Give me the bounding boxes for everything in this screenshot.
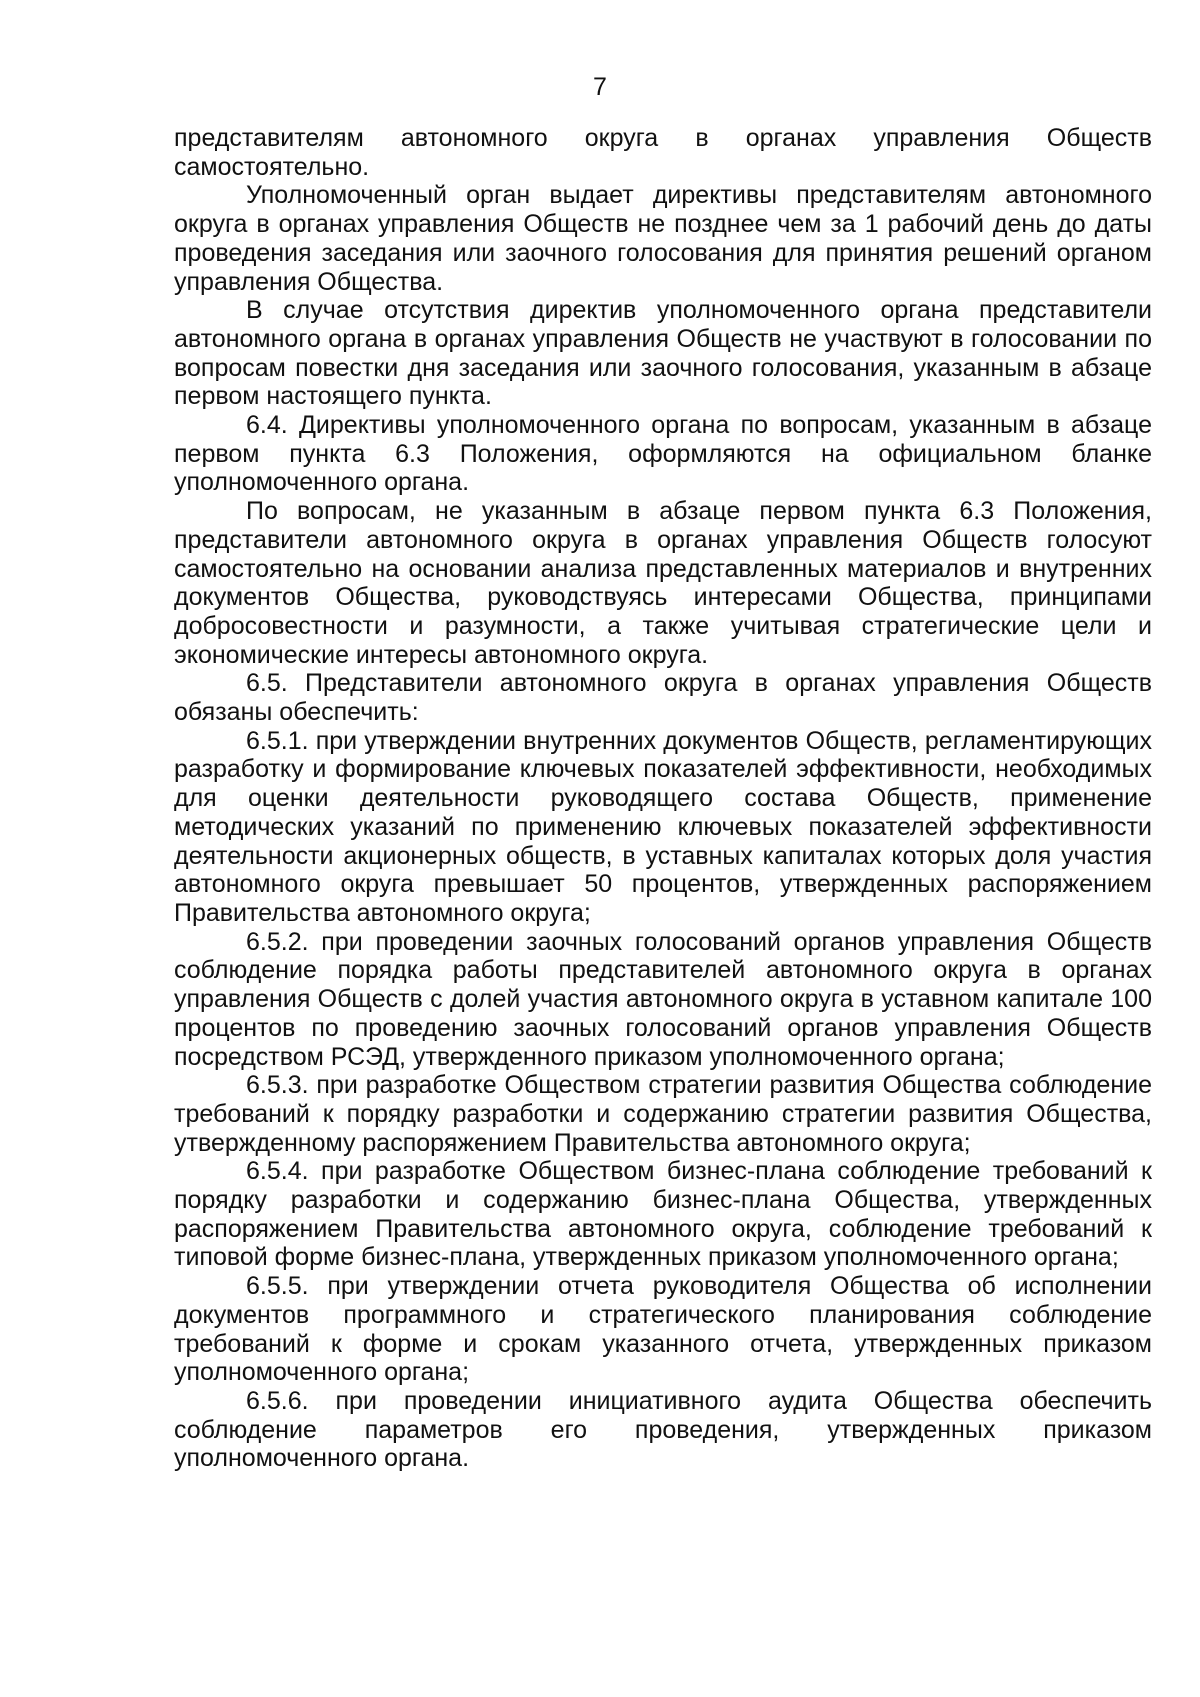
paragraph-directives-deadline: Уполномоченный орган выдает директивы представителям автономного округа в органах управления Обществ не позднее чем за 1 рабочий день до даты проведения заседания или заочного голосования для принятия решений органом управления Общества. (174, 181, 1152, 296)
paragraph-6-5: 6.5. Представители автономного округа в органах управления Обществ обязаны обеспечить: (174, 669, 1152, 727)
paragraph-continuation: представителям автономного округа в органах управления Обществ самостоятельно. (174, 124, 1152, 181)
paragraph-no-directives: В случае отсутствия директив уполномоченного органа представители автономного органа в органах управления Обществ не участвуют в голосовании по вопросам повестки дня заседания или заочного голосования, указанным в абзаце первом настоящего пункта. (174, 296, 1152, 411)
paragraph-6-5-3: 6.5.3. при разработке Обществом стратегии развития Общества соблюдение требований к порядку разработки и содержанию стратегии развития Общества, утвержденному распоряжением Правительства автономного округа; (174, 1071, 1152, 1157)
paragraph-6-4: 6.4. Директивы уполномоченного органа по вопросам, указанным в абзаце первом пункта 6.3 Положения, оформляются на официальном бланке уполномоченного органа. (174, 411, 1152, 497)
paragraph-6-5-2: 6.5.2. при проведении заочных голосований органов управления Обществ соблюдение порядка работы представителей автономного округа в органах управления Обществ с долей участия автономного округа в уставном капитале 100 процентов по проведению заочных голосований органов управления Обществ посредством РСЭД, утвержденного приказом уполномоченного органа; (174, 927, 1152, 1071)
paragraph-6-5-5: 6.5.5. при утверждении отчета руководителя Общества об исполнении документов программного и стратегического планирования соблюдение требований к форме и срокам указанного отчета, утвержденных приказом уполномоченного органа; (174, 1272, 1152, 1387)
document-body (174, 124, 1152, 1473)
page-number: 7 (593, 73, 607, 101)
paragraph-6-5-4: 6.5.4. при разработке Обществом бизнес-плана соблюдение требований к порядку разработки и содержанию бизнес-плана Общества, утвержденных распоряжением Правительства автономного округа, соблюдение требований к типовой форме бизнес-плана, утвержденных приказом уполномоченного органа; (174, 1157, 1152, 1272)
paragraph-other-questions: По вопросам, не указанным в абзаце первом пункта 6.3 Положения, представители автономного округа в органах управления Обществ голосуют самостоятельно на основании анализа представленных материалов и внутренних документов Общества, руководствуясь интересами Общества, принципами добросовестности и разумности, а также учитывая стратегические цели и экономические интересы автономного округа. (174, 497, 1152, 669)
paragraph-6-5-1: 6.5.1. при утверждении внутренних документов Обществ, регламентирующих разработку и формирование ключевых показателей эффективности, необходимых для оценки деятельности руководящего состава Обществ, применение методических указаний по применению ключевых показателей эффективности деятельности акционерных обществ, в уставных капиталах которых доля участия автономного округа превышает 50 процентов, утвержденных распоряжением Правительства автономного округа; (174, 726, 1152, 927)
paragraph-6-5-6: 6.5.6. при проведении инициативного аудита Общества обеспечить соблюдение параметров его проведения, утвержденных приказом уполномоченного органа. (174, 1386, 1152, 1473)
